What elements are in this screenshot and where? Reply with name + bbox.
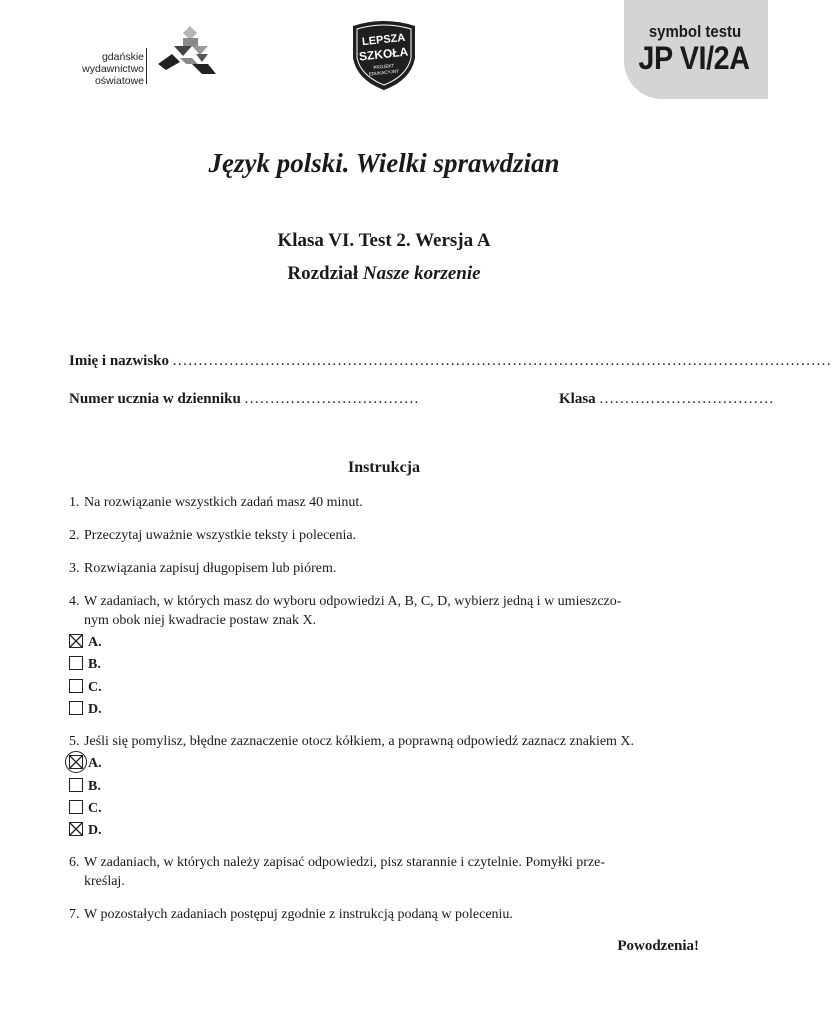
instruction-number: 5. <box>69 734 80 749</box>
student-number-field[interactable] <box>69 391 420 408</box>
chapter-name: Nasze korzenie <box>362 263 481 284</box>
instruction-text: W zadaniach, w których należy zapisać odpowiedzi, pisz starannie i czytelnie. Pomyłki prze- <box>84 855 606 870</box>
empty-checkbox-icon <box>69 800 83 814</box>
class-field[interactable] <box>559 391 775 408</box>
instruction-item <box>69 559 699 578</box>
instruction-item <box>69 853 699 891</box>
example1-option-a <box>69 634 102 650</box>
name-label: Imię i nazwisko <box>69 353 170 369</box>
example2-option-d <box>69 822 102 838</box>
closing-text: Powodzenia! <box>617 938 699 954</box>
option-label: C. <box>88 801 102 816</box>
option-label: A. <box>88 635 102 650</box>
instruction-number: 4. <box>69 594 80 609</box>
crossed-checkbox-icon <box>69 634 83 648</box>
publisher-name <box>66 51 144 87</box>
publisher-line: wydawnictwo <box>82 63 144 75</box>
instruction-number: 7. <box>69 907 80 922</box>
name-dots: ................................................................................................................................ <box>172 353 832 369</box>
publisher-line: gdańskie <box>101 51 144 63</box>
instruction-text-continued: kreślaj. <box>84 874 125 889</box>
option-label: D. <box>88 823 102 838</box>
example1-option-d <box>69 701 102 717</box>
example2-option-b <box>69 778 101 794</box>
instruction-item <box>69 905 699 924</box>
instruction-number: 3. <box>69 561 80 576</box>
student-number-dots: .................................. <box>244 391 420 407</box>
option-label: A. <box>88 756 102 771</box>
empty-checkbox-icon <box>69 701 83 715</box>
instruction-text: W pozostałych zadaniach postępuj zgodnie z instrukcją podaną w poleceniu. <box>84 907 513 922</box>
test-subtitle: Klasa VI. Test 2. Wersja A <box>277 230 491 251</box>
chapter-prefix: Rozdział <box>287 263 359 284</box>
badge-line: PROJEKT <box>373 62 395 71</box>
instruction-text: Na rozwiązanie wszystkich zadań masz 40 minut. <box>84 495 363 510</box>
lepsza-szkola-badge <box>349 18 419 92</box>
circled-checkbox-icon <box>69 755 83 769</box>
instruction-text: Przeczytaj uważnie wszystkie teksty i polecenia. <box>84 528 357 543</box>
page-title: Język polski. Wielki sprawdzian <box>208 148 560 178</box>
example2-option-a <box>69 755 102 771</box>
example2-option-c <box>69 800 102 816</box>
instruction-number: 6. <box>69 855 80 870</box>
instruction-item <box>69 526 699 545</box>
instruction-text: W zadaniach, w których masz do wyboru odpowiedzi A, B, C, D, wybierz jedną i w umieszczo- <box>84 594 622 609</box>
empty-checkbox-icon <box>69 679 83 693</box>
example1-option-c <box>69 679 102 695</box>
option-label: B. <box>88 779 101 794</box>
publisher-logo-icon <box>152 24 220 78</box>
option-label: B. <box>88 657 101 672</box>
badge-line: LEPSZA <box>361 31 406 49</box>
badge-line: EDUKACYJNY <box>368 68 400 77</box>
option-label: D. <box>88 702 102 717</box>
class-dots: .................................. <box>599 391 775 407</box>
error-circle-icon <box>65 751 87 773</box>
test-symbol-code: JP VI/2A <box>638 40 750 76</box>
publisher-divider <box>146 48 147 84</box>
instruction-text: Rozwiązania zapisuj długopisem lub piórem. <box>84 561 337 576</box>
test-symbol-box <box>624 0 768 99</box>
instruction-item <box>69 493 699 512</box>
class-label: Klasa <box>559 391 596 407</box>
publisher-line: oświatowe <box>94 75 144 87</box>
empty-checkbox-icon <box>69 778 83 792</box>
student-number-label: Numer ucznia w dzienniku <box>69 391 241 407</box>
instruction-number: 1. <box>69 495 80 510</box>
test-symbol-label: symbol testu <box>648 22 742 41</box>
instruction-text: Jeśli się pomylisz, błędne zaznaczenie otocz kółkiem, a poprawną odpowiedź zaznacz znakiem X. <box>84 734 635 749</box>
example1-option-b <box>69 656 101 672</box>
instruction-item <box>69 732 699 751</box>
instruction-number: 2. <box>69 528 80 543</box>
chapter-heading <box>0 263 768 285</box>
instructions-title: Instrukcja <box>347 459 420 476</box>
name-field[interactable] <box>69 353 832 370</box>
instruction-text-continued: nym obok niej kwadracie postaw znak X. <box>84 613 317 628</box>
empty-checkbox-icon <box>69 656 83 670</box>
crossed-checkbox-icon <box>69 822 83 836</box>
badge-line: SZKOŁA <box>358 44 409 64</box>
option-label: C. <box>88 680 102 695</box>
instruction-item <box>69 592 699 630</box>
